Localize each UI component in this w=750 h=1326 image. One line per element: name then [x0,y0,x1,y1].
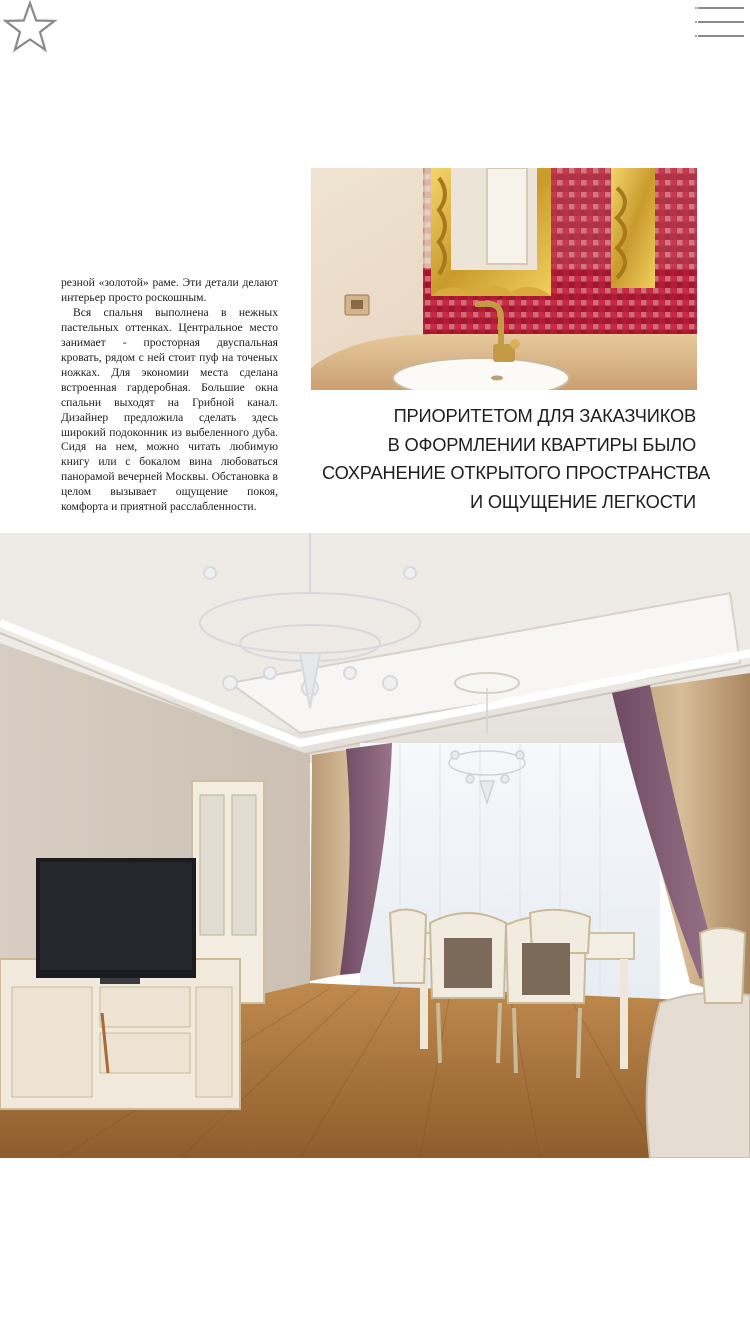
article-paragraph: Вся спальня выполнена в нежных пастельных оттенках. Центральное место занимает - просторная двуспальная кровать, рядом с ней стоит пуф на точеных ножках. Для экономии места сделана встроенная гардеробная. Большие окна спальни выходят на Грибной канал. Дизайнер предложила сделать здесь широкий подоконник из выбеленного дуба. Сидя на нем, можно читать любимую книгу или с бокалом вина любоваться панорамой вечерней Москвы. Обстановка в целом вызывает ощущение покоя, комфорта и приятной расслабленности. [61,305,278,514]
menu-button[interactable] [690,4,746,44]
menu-icon [690,4,746,44]
bathroom-photo [311,168,697,390]
star-outline-icon [2,0,58,56]
pull-quote-line: В ОФОРМЛЕНИИ КВАРТИРЫ БЫЛО [387,433,696,455]
pull-quote [322,402,710,517]
article-paragraph: резной «золотой» раме. Эти детали делают интерьер просто роскошным. [61,276,278,304]
pull-quote-line: И ОЩУЩЕНИЕ ЛЕГКОСТИ [470,491,696,513]
pull-quote-line: ПРИОРИТЕТОМ ДЛЯ ЗАКАЗЧИКОВ [393,405,696,426]
pull-quote-line: СОХРАНЕНИЕ ОТКРЫТОГО ПРОСТРАНСТВА [322,462,710,484]
living-room-photo [0,533,750,1158]
favorite-button[interactable] [2,0,58,56]
article-body [61,276,278,515]
